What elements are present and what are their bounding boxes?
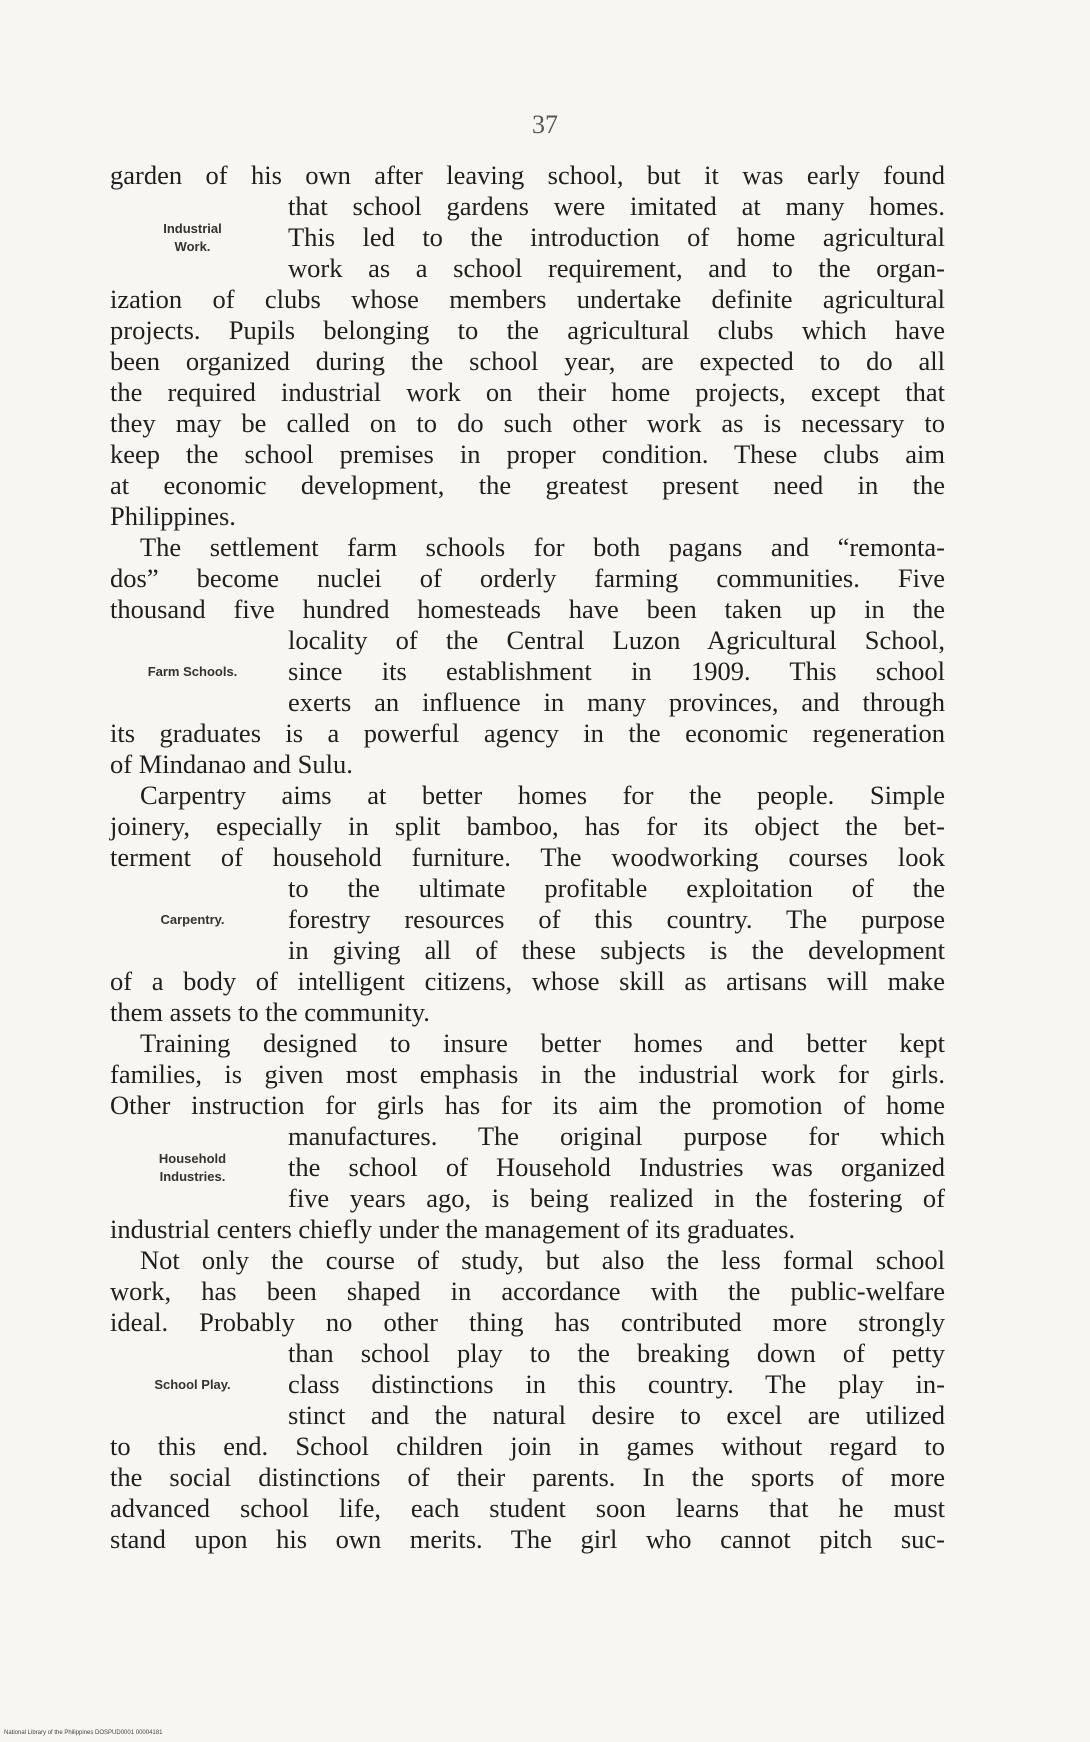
text-line: advanced school life, each student soon learns that he must bbox=[110, 1493, 945, 1523]
text-line: the required industrial work on their home projects, except that bbox=[110, 377, 945, 407]
margin-note: Farm Schools. bbox=[147, 663, 238, 679]
text-line: forestry resources of this country. The purpose bbox=[288, 904, 945, 934]
text-line: since its establishment in 1909. This school bbox=[288, 656, 945, 686]
text-line: the school of Household Industries was organized bbox=[288, 1152, 945, 1182]
text-line: the social distinctions of their parents. In the sports of more bbox=[110, 1462, 945, 1492]
text-line: them assets to the community. bbox=[110, 997, 430, 1027]
text-line: joinery, especially in split bamboo, has for its object the bet- bbox=[110, 811, 945, 841]
text-line: been organized during the school year, are expected to do all bbox=[110, 346, 945, 376]
body-text bbox=[110, 160, 945, 1555]
text-line: The settlement farm schools for both pagans and “remonta- bbox=[140, 532, 945, 562]
text-line: industrial centers chiefly under the management of its graduates. bbox=[110, 1214, 796, 1244]
text-line: to this end. School children join in games without regard to bbox=[110, 1431, 945, 1461]
text-line: at economic development, the greatest present need in the bbox=[110, 470, 945, 500]
text-line: garden of his own after leaving school, but it was early found bbox=[110, 160, 945, 190]
text-line: stinct and the natural desire to excel are utilized bbox=[288, 1400, 945, 1430]
text-line: of a body of intelligent citizens, whose skill as artisans will make bbox=[110, 966, 945, 996]
text-line: manufactures. The original purpose for which bbox=[288, 1121, 945, 1151]
text-line: locality of the Central Luzon Agricultural School, bbox=[288, 625, 945, 655]
text-line: ideal. Probably no other thing has contributed more strongly bbox=[110, 1307, 945, 1337]
text-line: Philippines. bbox=[110, 501, 236, 531]
text-line: This led to the introduction of home agricultural bbox=[288, 222, 945, 252]
text-line: ization of clubs whose members undertake definite agricultural bbox=[110, 284, 945, 314]
text-line: work, has been shaped in accordance with the public-welfare bbox=[110, 1276, 945, 1306]
paragraph bbox=[110, 532, 945, 780]
text-line: exerts an influence in many provinces, and through bbox=[288, 687, 945, 717]
paragraph bbox=[110, 1028, 945, 1245]
text-line: work as a school requirement, and to the organ- bbox=[288, 253, 945, 283]
text-line: thousand five hundred homesteads have been taken up in the bbox=[110, 594, 945, 624]
paragraph bbox=[110, 780, 945, 1028]
footer-credit: National Library of the Philippines DOSPUD0001 00004181 bbox=[4, 1730, 163, 1736]
text-line: Carpentry aims at better homes for the people. Simple bbox=[140, 780, 945, 810]
margin-note: Industrial Work. bbox=[163, 220, 222, 254]
text-line: keep the school premises in proper condition. These clubs aim bbox=[110, 439, 945, 469]
text-line: that school gardens were imitated at many homes. bbox=[288, 191, 945, 221]
text-line: its graduates is a powerful agency in the economic regeneration bbox=[110, 718, 945, 748]
text-line: projects. Pupils belonging to the agricultural clubs which have bbox=[110, 315, 945, 345]
margin-note: Carpentry. bbox=[160, 911, 225, 927]
text-line: Not only the course of study, but also the less formal school bbox=[140, 1245, 945, 1275]
paragraph bbox=[110, 1245, 945, 1555]
text-line: than school play to the breaking down of petty bbox=[288, 1338, 945, 1368]
margin-note: Household Industries. bbox=[158, 1150, 227, 1184]
text-line: to the ultimate profitable exploitation of the bbox=[288, 873, 945, 903]
paragraph bbox=[110, 160, 945, 532]
text-line: Training designed to insure better homes and better kept bbox=[140, 1028, 945, 1058]
text-line: of Mindanao and Sulu. bbox=[110, 749, 353, 779]
text-line: class distinctions in this country. The play in- bbox=[288, 1369, 945, 1399]
text-line: in giving all of these subjects is the development bbox=[288, 935, 945, 965]
text-line: families, is given most emphasis in the industrial work for girls. bbox=[110, 1059, 945, 1089]
text-line: Other instruction for girls has for its aim the promotion of home bbox=[110, 1090, 945, 1120]
page-number: 37 bbox=[532, 110, 558, 139]
text-line: they may be called on to do such other work as is necessary to bbox=[110, 408, 945, 438]
text-line: dos” become nuclei of orderly farming communities. Five bbox=[110, 563, 945, 593]
text-line: stand upon his own merits. The girl who cannot pitch suc- bbox=[110, 1524, 945, 1554]
margin-note: School Play. bbox=[154, 1376, 231, 1392]
text-line: terment of household furniture. The woodworking courses look bbox=[110, 842, 945, 872]
text-line: five years ago, is being realized in the fostering of bbox=[288, 1183, 945, 1213]
